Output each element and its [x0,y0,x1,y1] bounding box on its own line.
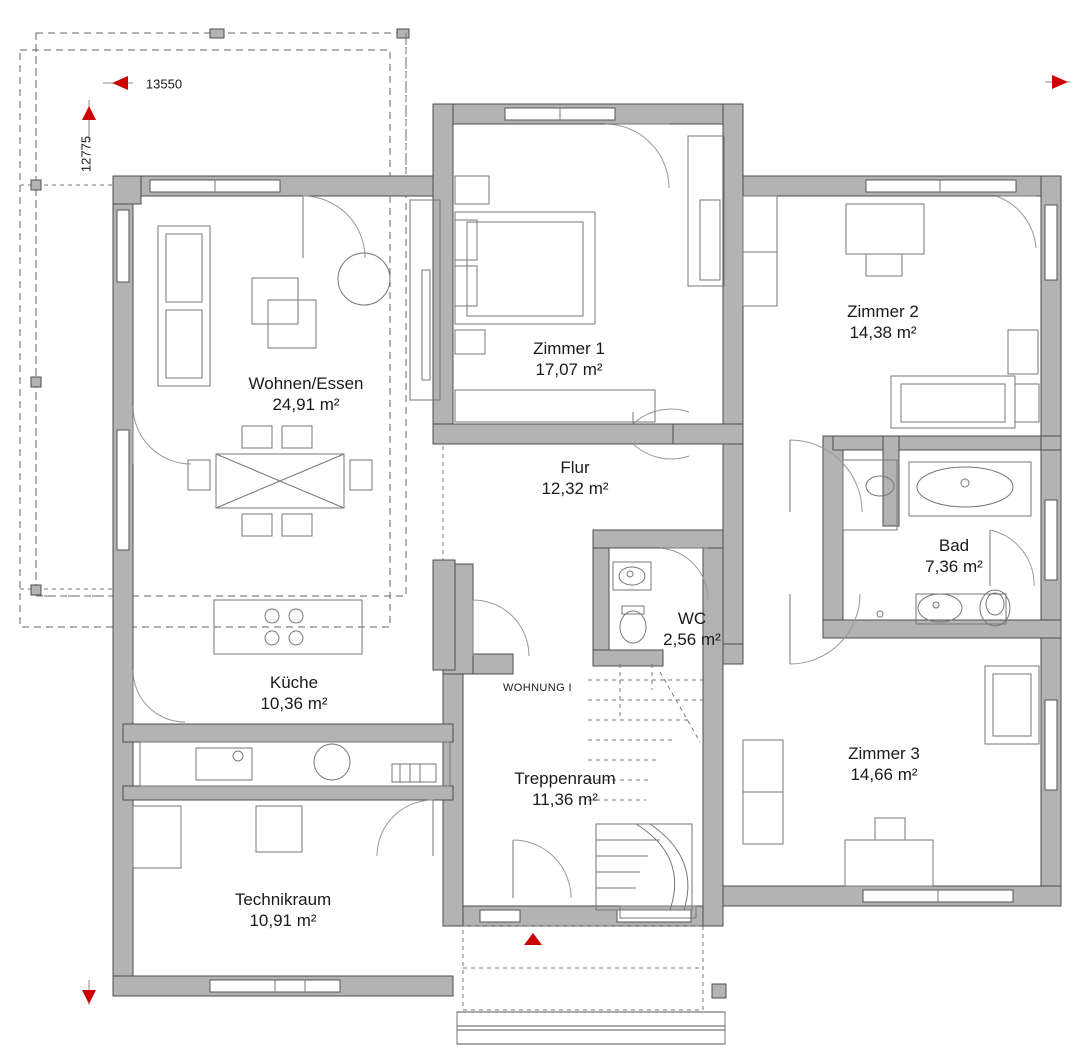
room-name: Bad [938,536,970,555]
windows [117,108,1057,992]
room-area: 24,91 m² [272,395,340,414]
room-name: Zimmer 2 [847,302,919,321]
room-area: 17,07 m² [535,360,603,379]
room-name: WC [677,609,707,628]
unit-tag-label: WOHNUNG I [503,682,572,694]
entry-terrace [457,926,726,1044]
exterior-walls [113,104,1061,996]
view-marker-up [82,106,96,120]
furniture-wc [613,562,651,643]
room-name: Zimmer 1 [533,339,605,358]
view-marker-left [112,76,128,90]
room-area: 14,66 m² [850,765,918,784]
furniture-bad [843,460,1031,626]
furniture-zimmer-3 [743,666,1039,886]
room-area: 7,36 m² [925,557,983,576]
room-area: 2,56 m² [663,630,721,649]
room-name: Technikraum [234,890,332,909]
staircase [588,664,703,918]
room-name: Wohnen/Essen [248,374,364,393]
room-area: 14,38 m² [849,323,917,342]
view-marker-up-bottom [524,933,542,945]
view-marker-down [82,990,96,1004]
room-area: 10,91 m² [249,911,317,930]
dimension-width-label: 13550 [145,76,183,92]
room-name: Zimmer 3 [848,744,920,763]
room-name: Treppenraum [514,769,616,788]
interior-walls [113,176,1061,800]
room-area: 10,36 m² [260,694,328,713]
furniture-technikraum [133,806,302,868]
furniture-kueche [140,600,450,786]
dimension-depth-label: 12775 [78,135,94,173]
dimension-lines [89,82,1070,1005]
view-markers [82,75,1068,1004]
room-name: Flur [560,458,590,477]
room-area: 12,32 m² [541,479,609,498]
view-marker-right [1052,75,1068,89]
room-area: 11,36 m² [532,790,598,809]
furniture-wohnen-essen [158,200,440,536]
room-name: Küche [269,673,319,692]
furniture-zimmer-2 [846,204,1039,428]
doors [133,124,1036,898]
